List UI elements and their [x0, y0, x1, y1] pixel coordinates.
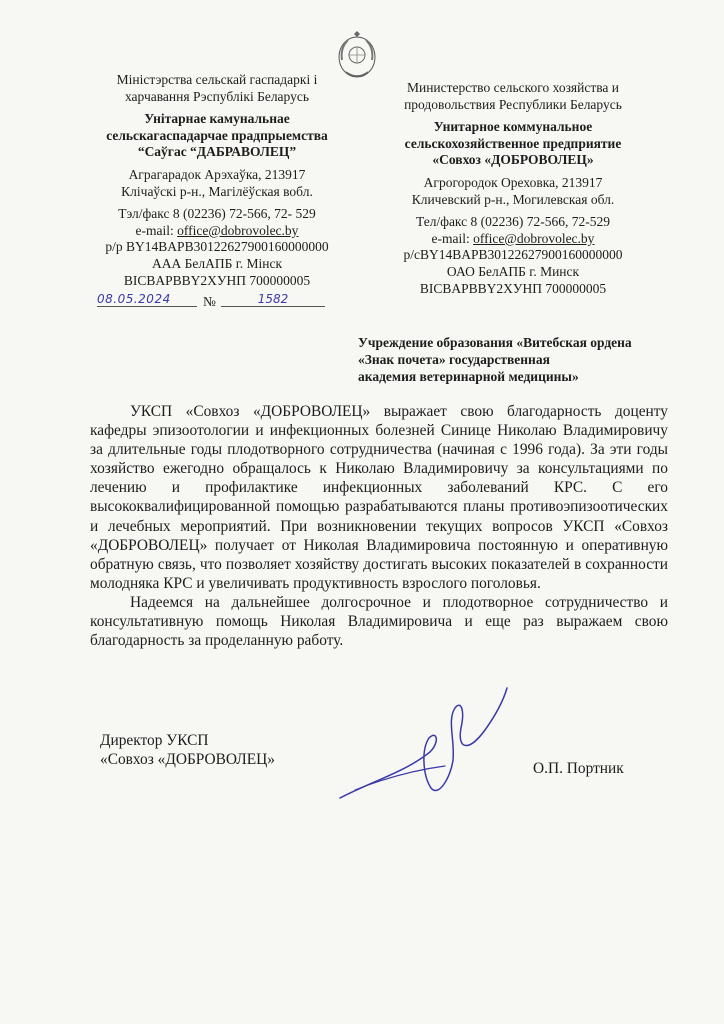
phone-fax: Тел/факс 8 (02236) 72-566, 72-529: [415, 214, 611, 230]
ministry-line: продовольствия Республики Беларусь: [404, 96, 622, 112]
bank-account: р/сBY14BAPB30122627900160000000: [403, 247, 623, 263]
org-line: “Саўгас “ДАБРАВОЛЕЦ”: [137, 144, 297, 160]
addressee: [358, 334, 678, 385]
bank-name: ОАО БелАПБ г. Минск: [446, 263, 580, 279]
phone-fax: Тэл/факс 8 (02236) 72-566, 72- 529: [118, 206, 316, 222]
email-label: e-mail:: [431, 230, 474, 246]
signatory-title: [100, 731, 275, 769]
ministry-name-be: [82, 72, 352, 105]
email-link[interactable]: office@dobrovolec.by: [473, 230, 595, 246]
organization-name-ru: [378, 119, 648, 169]
email-label: e-mail:: [135, 222, 178, 238]
org-line: Унітарнае камунальнае: [144, 111, 290, 127]
contacts-ru: [378, 214, 648, 297]
letter-body: [90, 402, 668, 650]
email-row: [82, 223, 352, 240]
bic-unp: BICBAPBBY2XУНП 700000005: [419, 280, 607, 296]
registration-line: [95, 292, 327, 316]
ministry-line: Министерство сельского хозяйства и: [406, 80, 620, 95]
address-ru: [378, 175, 648, 208]
address-line: Клічаўскі р-н., Магілёўская вобл.: [121, 183, 313, 199]
address-line: Кличевский р-н., Могилевская обл.: [411, 191, 615, 207]
email-row: [378, 231, 648, 248]
header-russian: [378, 80, 648, 297]
registration-date: 08.05.2024: [97, 292, 197, 307]
address-be: [82, 167, 352, 200]
registration-number: 1582: [221, 292, 325, 307]
number-sign: №: [203, 294, 216, 309]
org-line: сельскохозяйственное предприятие: [404, 135, 622, 151]
contacts-be: [82, 206, 352, 289]
body-paragraph: УКСП «Совхоз «ДОБРОВОЛЕЦ» выражает свою благодарность доценту кафедры эпизоотологии и инфекционных болезней Синице Николаю Владимировичу за длительные годы плодотворного сотрудничества (начиная с 1996 года). За эти годы хозяйство ежегодно обращалось к Николаю Владимировичу за консультациями по лечению и профилактике инфекционных заболеваний КРС. С его высококвалифицированной помощью разрабатываются планы противоэпизоотических и лечебных мероприятий. При возникновении текущих вопросов УКСП «Совхоз «ДОБРОВОЛЕЦ» получает от Николая Владимировича постоянную и оперативную обратную связь, что позволяет хозяйству достигать высоких показателей в сохранности молодняка КРС и увеличивать продуктивность взрослого поголовья.: [90, 403, 668, 592]
org-line: Унитарное коммунальное: [433, 119, 593, 135]
signatory-title-line: «Совхоз «ДОБРОВОЛЕЦ»: [100, 751, 275, 768]
ministry-line: Міністэрства сельскай гаспадаркі і: [116, 72, 318, 87]
signatory-title-line: Директор УКСП: [100, 732, 209, 749]
ministry-name-ru: [378, 80, 648, 113]
handwritten-signature: [335, 680, 535, 810]
header-belarusian: [82, 72, 352, 289]
org-line: сельскагаспадарчае прадпрыемства: [106, 127, 328, 143]
signatory-name: О.П. Портник: [533, 760, 624, 777]
bank-account: р/р BY14BAPB30122627900160000000: [105, 239, 329, 255]
org-line: «Совхоз «ДОБРОВОЛЕЦ»: [432, 152, 594, 168]
ministry-line: харчавання Рэспублікі Беларусь: [124, 88, 310, 104]
address-line: Агрогородок Ореховка, 213917: [423, 174, 603, 190]
email-link[interactable]: office@dobrovolec.by: [177, 222, 299, 238]
addressee-line: «Знак почета» государственная: [358, 352, 550, 367]
bic-unp: BICBAPBBY2XУНП 700000005: [123, 272, 311, 288]
address-line: Аграгарадок Арэхаўка, 213917: [128, 166, 306, 182]
bank-name: ААА БелАПБ г. Мінск: [151, 255, 283, 271]
addressee-line: Учреждение образования «Витебская ордена: [358, 335, 632, 350]
body-paragraph: Надеемся на дальнейшее долгосрочное и плодотворное сотрудничество и консультативную помощь Николая Владимировича и еще раз выражаем свою благодарность за проделанную работу.: [90, 593, 668, 650]
addressee-line: академия ветеринарной медицины»: [358, 369, 579, 384]
organization-name-be: [82, 111, 352, 161]
